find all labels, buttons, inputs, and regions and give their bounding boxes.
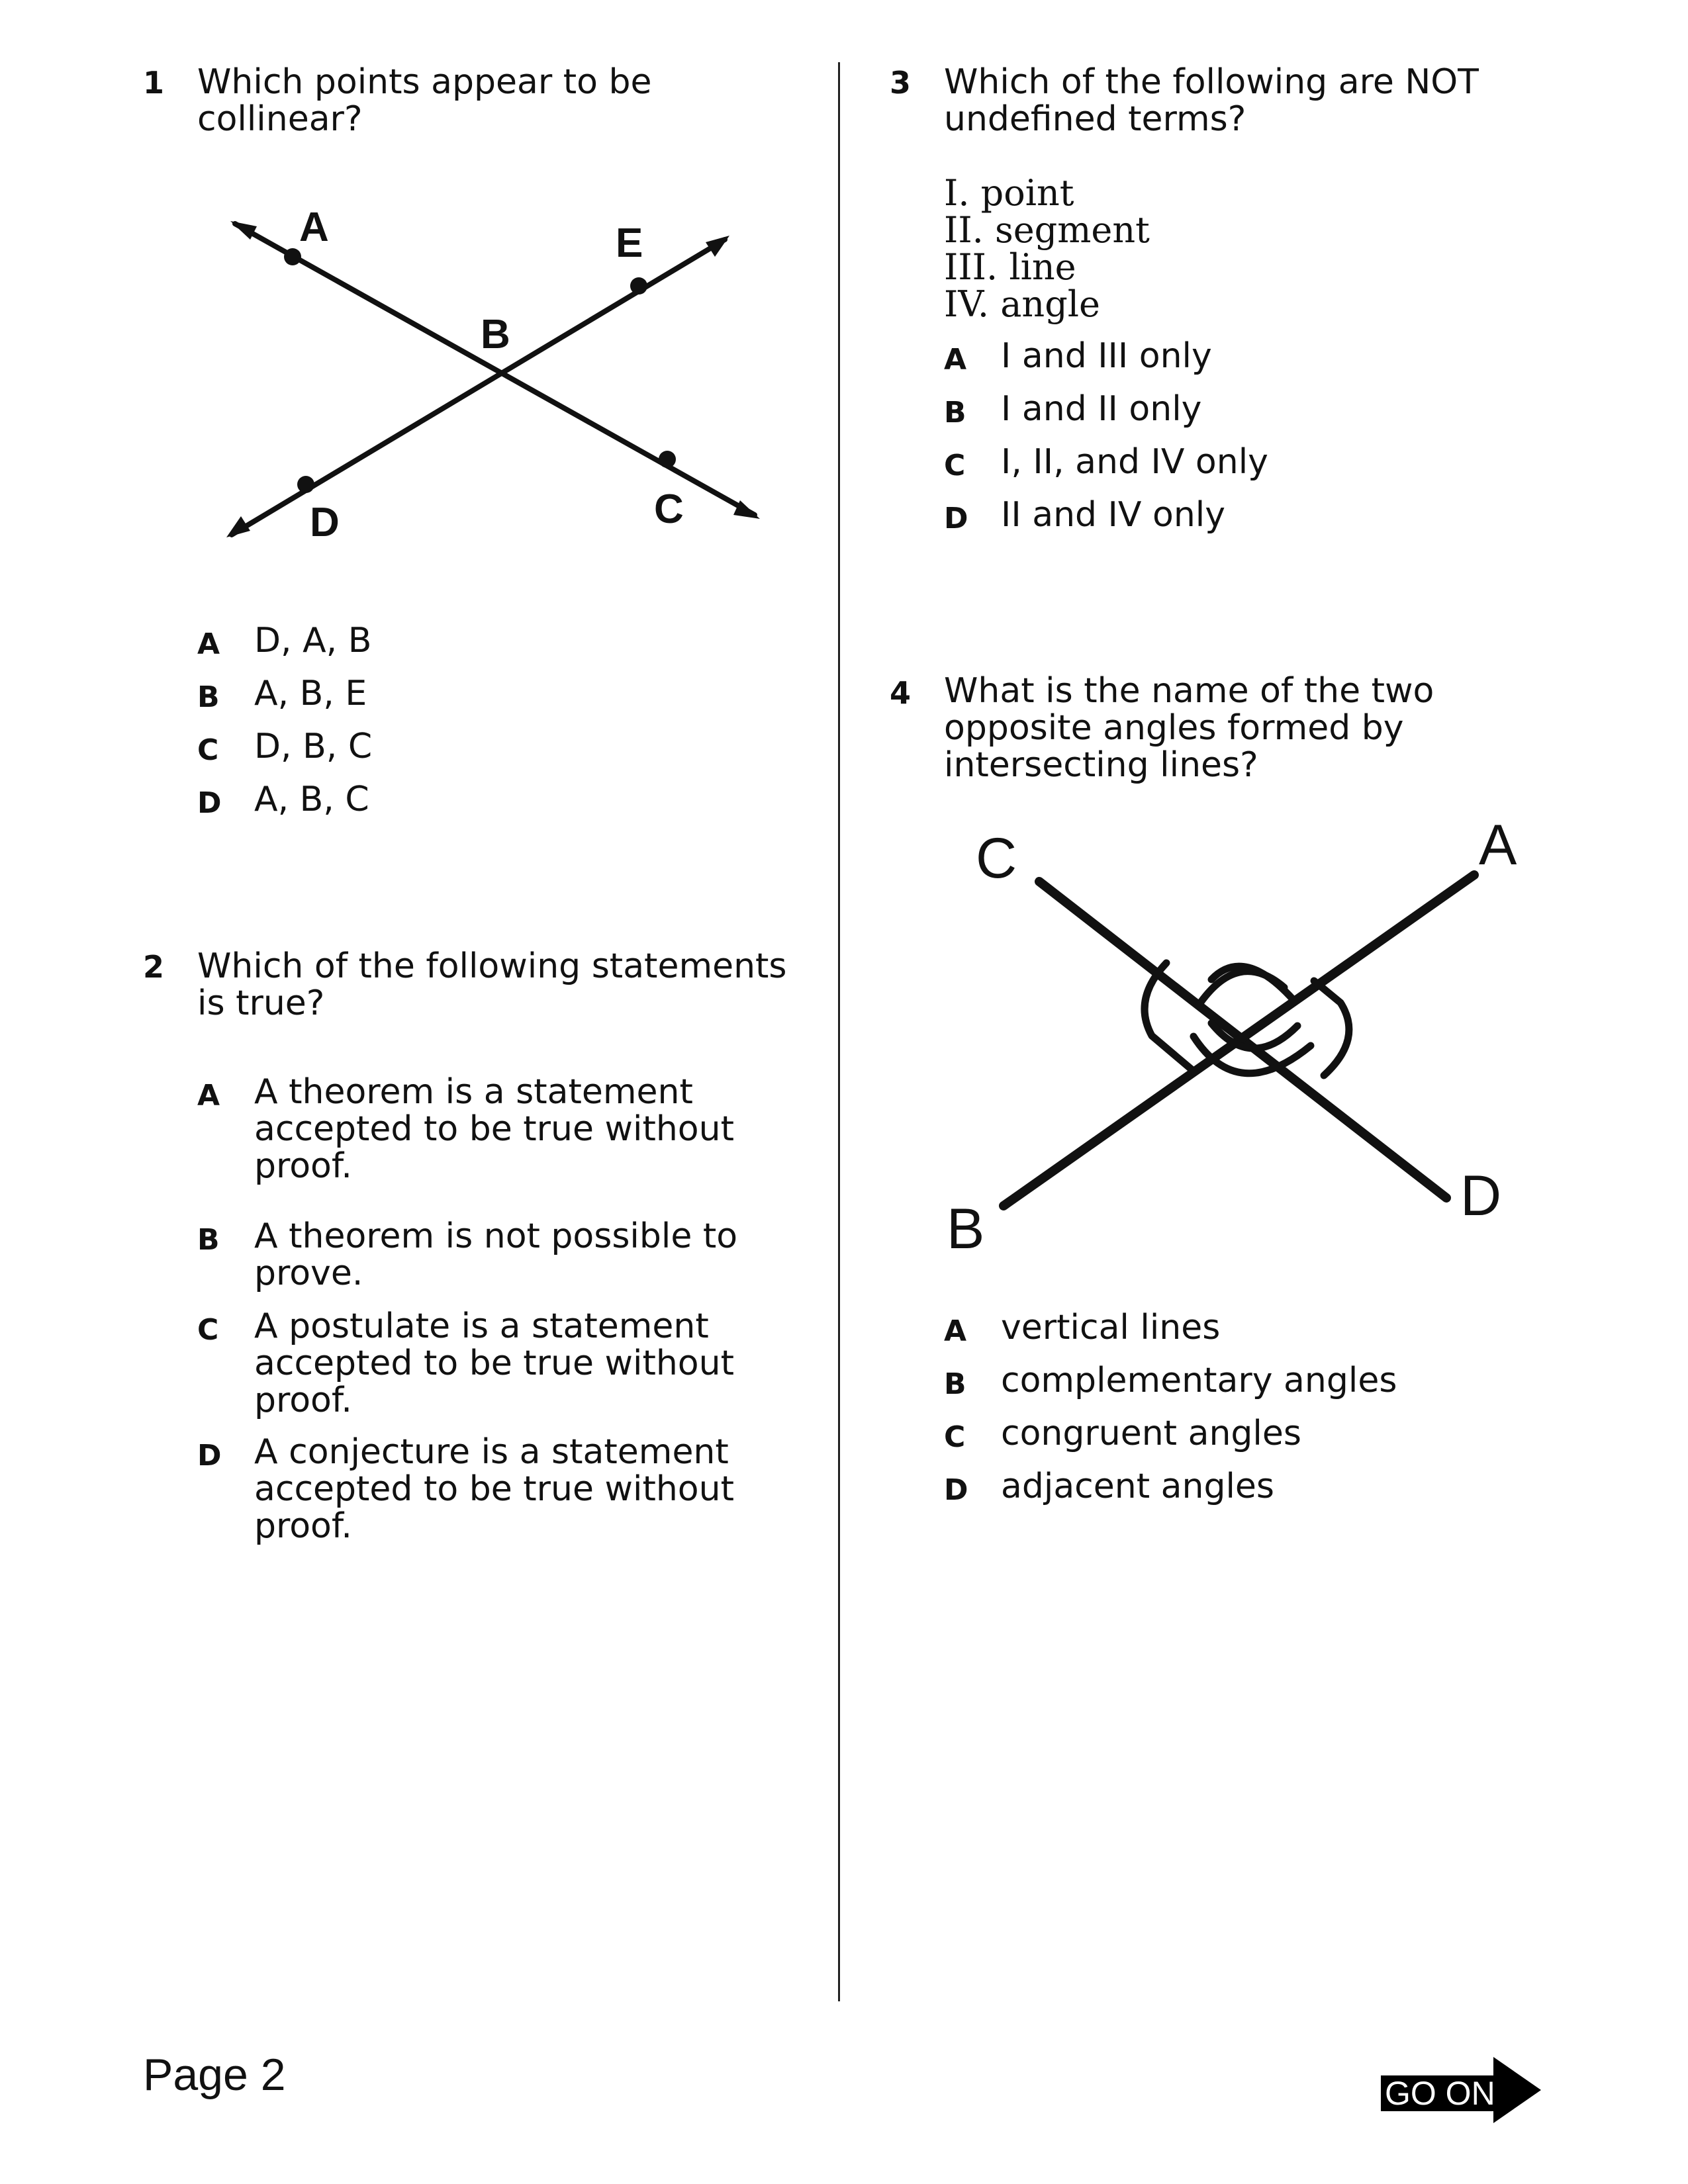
choice-letter: A <box>944 1314 967 1348</box>
choice-text: A theorem is not possible to prove. <box>254 1216 738 1293</box>
point-e-dot <box>630 277 647 295</box>
choice-4b[interactable] <box>944 1362 1397 1415</box>
collinear-points-figure <box>212 192 794 563</box>
choice-1a[interactable] <box>197 622 372 675</box>
point-a-dot <box>284 248 301 265</box>
choice-letter: B <box>197 680 220 714</box>
numeral-item: II. segment <box>944 209 1150 251</box>
angle-arc-inner <box>1211 966 1294 1001</box>
label-c: C <box>654 486 684 532</box>
choice-3a[interactable] <box>944 338 1268 390</box>
choice-4c[interactable] <box>944 1415 1397 1468</box>
choice-text: adjacent angles <box>1001 1467 1275 1506</box>
label-d: D <box>310 500 340 545</box>
choice-4a[interactable] <box>944 1309 1397 1362</box>
choice-2c[interactable] <box>197 1308 737 1433</box>
choice-letter: C <box>197 1313 219 1347</box>
question-1-choices <box>197 622 372 834</box>
choice-text: I and II only <box>1001 389 1202 429</box>
question-2-number: 2 <box>143 949 165 985</box>
vertical-angles-figure <box>927 807 1549 1271</box>
question-3-number: 3 <box>890 65 912 101</box>
label-a: A <box>299 205 329 250</box>
go-on-indicator <box>1381 2057 1546 2123</box>
choice-text: A conjecture is a statement accepted to be true without proof. <box>254 1432 734 1546</box>
choice-text: A postulate is a statement accepted to be true without proof. <box>254 1306 734 1420</box>
choice-1b[interactable] <box>197 675 372 728</box>
question-4-choices <box>944 1309 1397 1521</box>
label-b: B <box>947 1197 985 1261</box>
choice-text: D, B, C <box>254 727 373 766</box>
choice-letter: B <box>944 396 966 430</box>
choice-letter: A <box>197 627 220 661</box>
choice-2a[interactable] <box>197 1073 737 1218</box>
numeral-item: III. line <box>944 246 1076 288</box>
choice-2d[interactable] <box>197 1433 737 1559</box>
label-b: B <box>481 312 510 357</box>
choice-text: I, II, and IV only <box>1001 442 1268 482</box>
choice-3d[interactable] <box>944 496 1268 549</box>
choice-text: A, B, C <box>254 780 369 819</box>
choice-letter: C <box>197 733 219 767</box>
choice-text: I and III only <box>1001 336 1212 376</box>
question-1-stem: Which points appear to be collinear? <box>197 62 652 139</box>
label-d: D <box>1460 1164 1502 1228</box>
choice-text: A, B, E <box>254 674 367 713</box>
choice-letter: A <box>944 343 967 377</box>
choice-1c[interactable] <box>197 728 372 781</box>
question-4-stem: What is the name of the two opposite angles formed by intersecting lines? <box>944 671 1434 785</box>
choice-3b[interactable] <box>944 390 1268 443</box>
right-arrow-icon <box>1493 2057 1541 2123</box>
choice-text: A theorem is a statement accepted to be true without proof. <box>254 1072 734 1186</box>
choice-letter: B <box>197 1223 220 1257</box>
choice-2b[interactable] <box>197 1218 737 1308</box>
choice-3c[interactable] <box>944 443 1268 496</box>
label-c: C <box>976 827 1017 890</box>
angle-arc-right <box>1314 981 1349 1075</box>
question-1-number: 1 <box>143 65 165 101</box>
choice-letter: D <box>197 1439 222 1473</box>
choice-text: congruent angles <box>1001 1414 1301 1453</box>
line-ab <box>1004 875 1474 1206</box>
choice-letter: C <box>944 449 966 482</box>
choice-text: D, A, B <box>254 621 372 660</box>
choice-text: complementary angles <box>1001 1361 1397 1400</box>
choice-letter: C <box>944 1420 966 1454</box>
point-d-dot <box>297 476 314 493</box>
choice-letter: B <box>944 1367 966 1401</box>
question-4-number: 4 <box>890 675 912 711</box>
label-e: E <box>616 220 643 266</box>
page-number: Page 2 <box>143 2050 286 2100</box>
choice-letter: D <box>944 1473 968 1507</box>
choice-1d[interactable] <box>197 781 372 834</box>
question-2-choices <box>197 1073 737 1559</box>
label-a: A <box>1479 813 1517 877</box>
choice-letter: D <box>197 786 222 820</box>
go-on-label: GO ON <box>1381 2075 1499 2111</box>
choice-text: vertical lines <box>1001 1308 1221 1347</box>
numeral-item: IV. angle <box>944 283 1100 325</box>
point-c-dot <box>659 451 676 468</box>
arrowhead-e <box>706 236 729 257</box>
choice-letter: A <box>197 1079 220 1113</box>
numeral-item: I. point <box>944 172 1074 214</box>
question-2-stem: Which of the following statements is true? <box>197 946 787 1023</box>
choice-text: II and IV only <box>1001 495 1225 535</box>
arrowhead-d <box>226 516 250 537</box>
choice-4d[interactable] <box>944 1468 1397 1521</box>
question-3-stem: Which of the following are NOT undefined terms? <box>944 62 1479 139</box>
arrowhead-a <box>230 221 257 240</box>
choice-letter: D <box>944 502 968 535</box>
undefined-terms-list <box>944 172 1150 325</box>
column-divider <box>838 62 840 2001</box>
question-3-choices <box>944 338 1268 549</box>
